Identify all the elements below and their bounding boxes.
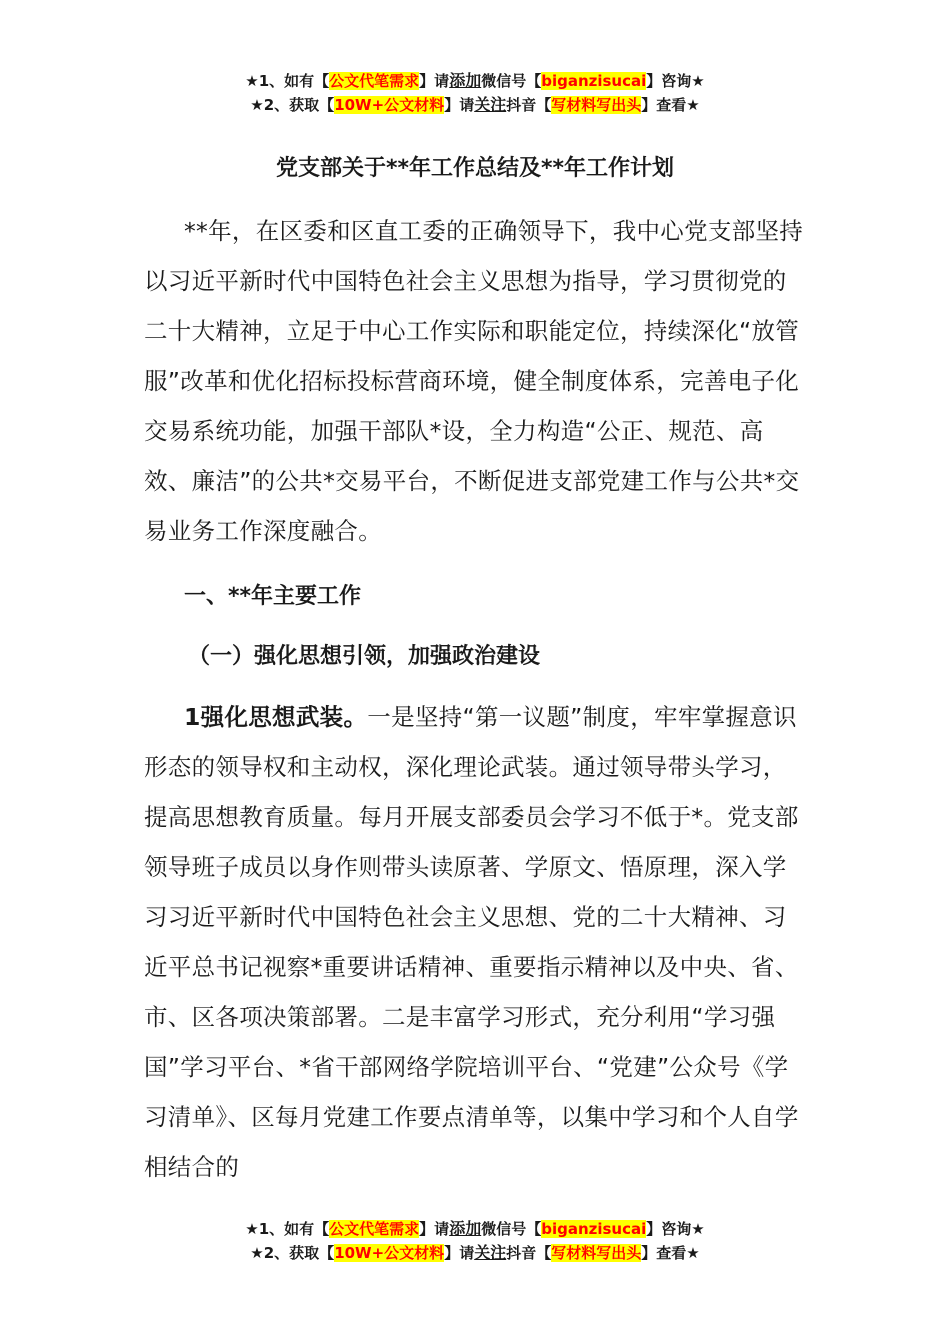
promo-text: 抖音【 [506,1244,552,1262]
promo-text: 】请 [444,1244,475,1262]
promo-highlight: 10W+公文材料 [334,96,445,114]
promo-text: 】查看★ [641,1244,700,1262]
promo-banner-top [0,69,950,117]
promo-text: 】请 [444,96,475,114]
item-lead: 1强化思想武装。 [184,703,368,731]
subsection-heading: （一）强化思想引领，加强政治建设 [188,644,541,669]
promo-banner-bottom [0,1217,950,1265]
promo-text: 微信号【 [481,72,542,90]
item-paragraph [144,692,806,1192]
promo-text: ★1、如有【 [245,72,330,90]
promo-underline: 关注 [474,1243,507,1262]
document-title: 党支部关于**年工作总结及**年工作计划 [275,156,675,181]
promo-highlight: biganzisucai [541,72,647,90]
promo-highlight: 写材料写出头 [551,1244,642,1262]
promo-text: 】查看★ [641,96,700,114]
intro-paragraph: **年，在区委和区直工委的正确领导下，我中心党支部坚持以习近平新时代中国特色社会主义思想为指导，学习贯彻党的二十大精神，立足于中心工作实际和职能定位，持续深化“放管服”改革和优化招标投标营商环境，健全制度体系，完善电子化交易系统功能，加强干部队*设，全力构造“公正、规范、高效、廉洁”的公共*交易平台，不断促进支部党建工作与公共*交易业务工作深度融合。 [144,217,804,545]
section-heading: 一、**年主要工作 [184,584,362,609]
promo-underline: 添加 [449,1219,482,1238]
promo-line-2 [0,1241,950,1265]
promo-highlight: 公文代笔需求 [329,72,420,90]
promo-highlight: 公文代笔需求 [329,1220,420,1238]
promo-text: 微信号【 [481,1220,542,1238]
promo-highlight: 写材料写出头 [551,96,642,114]
promo-text: ★2、获取【 [250,1244,335,1262]
promo-line-1 [0,69,950,93]
promo-underline: 添加 [449,71,482,90]
promo-text: 抖音【 [506,96,552,114]
promo-line-2 [0,93,950,117]
promo-text: 】请 [419,1220,450,1238]
promo-text: 】咨询★ [646,1220,705,1238]
promo-text: 】咨询★ [646,72,705,90]
document-body [144,150,806,1192]
promo-highlight: biganzisucai [541,1220,647,1238]
promo-line-1 [0,1217,950,1241]
item-body: 一是坚持“第一议题”制度，牢牢掌握意识形态的领导权和主动权，深化理论武装。通过领导带头学习，提高思想教育质量。每月开展支部委员会学习不低于*。党支部领导班子成员以身作则带头读原著、学原文、悟原理，深入学习习近平新时代中国特色社会主义思想、党的二十大精神、习近平总书记视察*重要讲话精神、重要指示精神以及中央、省、市、区各项决策部署。二是丰富学习形式，充分利用“学习强国”学习平台、*省干部网络学院培训平台、“党建”公众号《学习清单》、区每月党建工作要点清单等，以集中学习和个人自学相结合的 [144,703,799,1181]
promo-text: 】请 [419,72,450,90]
promo-highlight: 10W+公文材料 [334,1244,445,1262]
promo-text: ★1、如有【 [245,1220,330,1238]
promo-text: ★2、获取【 [250,96,335,114]
promo-underline: 关注 [474,95,507,114]
